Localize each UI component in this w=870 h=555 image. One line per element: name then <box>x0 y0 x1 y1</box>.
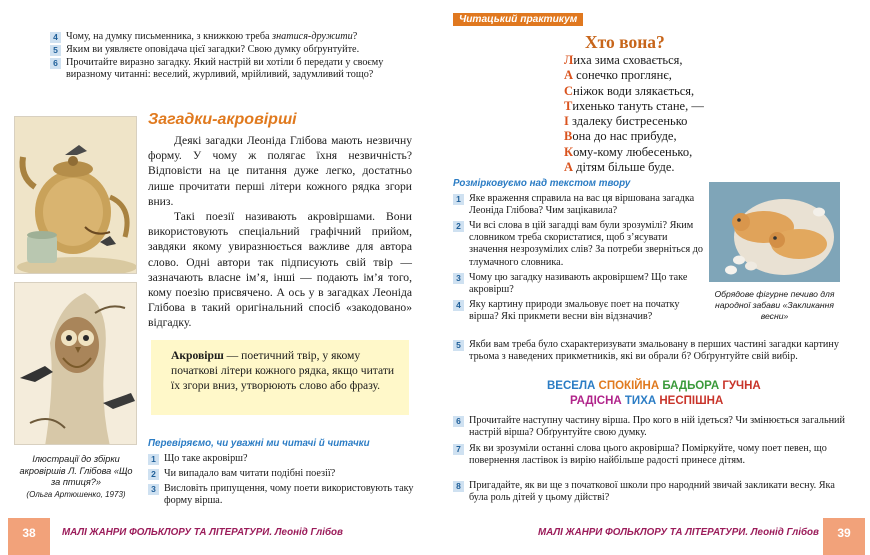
left-footer <box>0 518 435 555</box>
adjective: ГУЧНА <box>722 380 761 392</box>
definition-term: Акровірш <box>171 349 224 362</box>
reflect-question-7: 7 Як ви зрозуміли останні слова цього акровірша? Поміркуйте, чому поет певен, що повернення ластівок із вирію найбільше радості принесе дітям. <box>453 443 848 467</box>
owl-illustration-art <box>15 283 137 445</box>
adjectives-row-2 <box>570 395 723 407</box>
illustration-teapot <box>14 116 137 274</box>
reflect-question-4: 4 Яку картину природи змальовує поет на початку вірша? Які прикмети весни він відзначив? <box>453 299 703 323</box>
poem-line: Вона до нас прибуде, <box>564 129 677 144</box>
reflect-heading: Розмірковуємо над текстом твору <box>453 178 631 189</box>
footer-text-right: МАЛІ ЖАНРИ ФОЛЬКЛОРУ ТА ЛІТЕРАТУРИ. Леонід Глібов <box>538 527 819 538</box>
definition-box <box>151 340 409 415</box>
section-heading: Загадки-акровірші <box>148 111 297 128</box>
paragraph-2: Такі поезії називають акровіршами. Вони використовують спеціальний графічний прийом, завдяки якому увиразнюється важливе для автора слово. Одні автори так підписують свій твір — зазначають власне ім’я, інші — подають ім’я того, кому поезію присвячено. А ось у в загадках Леоніда Глібова в такий оригінальний спосіб «закодовано» відгадку. <box>148 210 412 330</box>
cookies-photo-art <box>709 182 840 282</box>
photo-caption: Обрядове фігурне печиво для народної забави «Закликання весни» <box>714 289 835 322</box>
check-question-2: 2 Чи випадало вам читати подібні поезії? <box>148 468 414 480</box>
adjective: НЕСПІШНА <box>659 395 724 407</box>
practicum-label: Читацький практикум <box>453 13 583 26</box>
adjective: ТИХА <box>624 395 657 407</box>
poem-line: Кому-кому любесенько, <box>564 144 693 159</box>
adjectives-row-1 <box>547 380 761 392</box>
check-question-3: 3 Висловіть припущення, чому поети використовують таку форму вірша. <box>148 483 414 507</box>
poem <box>564 53 704 175</box>
cookies-photo <box>709 182 840 282</box>
page-number-left: 38 <box>8 518 50 555</box>
check-heading: Перевіряємо, чи уважні ми читачі й читачки <box>148 438 370 449</box>
reflect-question-6: 6 Прочитайте наступну частину вірша. Про кого в ній ідеться? Чи змінюється загальний настрій вірша? Обґрунтуйте свою думку. <box>453 415 848 439</box>
poem-line: Сніжок води злякається, <box>564 83 695 98</box>
illustration-owl <box>14 282 137 445</box>
question-5: 5 Яким ви уявляєте оповідача цієї загадки? Свою думку обґрунтуйте. <box>50 44 415 56</box>
illustration-author: (Ольга Артюшенко, 1973) <box>26 490 126 499</box>
question-4: 4 Чому, на думку письменника, з книжкою треба знатися-дружити? <box>50 31 415 43</box>
right-page <box>435 0 870 555</box>
adjective: ВЕСЕЛА <box>547 380 596 392</box>
body-text <box>148 133 412 331</box>
footer-text-left: МАЛІ ЖАНРИ ФОЛЬКЛОРУ ТА ЛІТЕРАТУРИ. Леонід Глібов <box>62 527 343 538</box>
reflect-question-5: 5 Якби вам треба було схарактеризувати змальовану в перших частині загадки картину трьома з наведених прикметників, які ви обрали б? Обґрунтуйте свій вибір. <box>453 339 848 363</box>
definition-text: — поетичний твір, у якому початкові літери кожного рядка, якщо читати їх згори вниз, утворюють слово або фразу. <box>171 349 395 393</box>
poem-line: Лиха зима сховається, <box>564 53 683 67</box>
poem-line: А сонечко проглянє, <box>564 68 672 83</box>
right-footer <box>435 518 870 555</box>
check-question-1: 1 Що таке акровірш? <box>148 453 414 465</box>
poem-line: Тихенько тануть стане, — <box>564 98 704 113</box>
poem-line: А дітям більше буде. <box>564 160 675 175</box>
reflect-question-1: 1 Яке враження справила на вас ця віршована загадка Леоніда Глібова? Чим зацікавила? <box>453 193 703 217</box>
reflect-question-8: 8 Пригадайте, як ви ще з початкової школи про народний звичай закликати весну. Яка була роль дітей у цьому дійстві? <box>453 480 848 504</box>
poem-title: Хто вона? <box>585 32 665 52</box>
paragraph-1: Деякі загадки Леоніда Глібова мають незвичну форму. У чому ж полягає їхня незвичність? Відповісти на це питання дуже легко, достатньо лише прочитати перші літери кожного рядка згори вниз. <box>148 134 412 208</box>
reflect-question-3: 3 Чому цю загадку називають акровіршем? Що таке акровірш? <box>453 272 703 296</box>
reflect-question-2: 2 Чи всі слова в цій загадці вам були зрозумілі? Яким словником треба скористатися, щоб з’ясувати значення незрозумілих слів? За потреби зверніться до тлумачного словника. <box>453 220 703 269</box>
adjective: БАДЬОРА <box>662 380 720 392</box>
question-6: 6 Прочитайте виразно загадку. Який настрій ви хотіли б передати у своєму виразному читанні: веселий, журливий, мрійливий, задумливий тощо? <box>50 57 415 81</box>
adjective: СПОКІЙНА <box>598 380 660 392</box>
illustration-caption: Ілюстрації до збірки акровіршів Л. Глібова «Що за птиця?» <box>19 454 133 487</box>
poem-line: І здалеку бистресенько <box>564 114 688 129</box>
page-number-right: 39 <box>823 518 865 555</box>
adjective: РАДІСНА <box>570 395 622 407</box>
teapot-illustration-art <box>15 117 137 274</box>
